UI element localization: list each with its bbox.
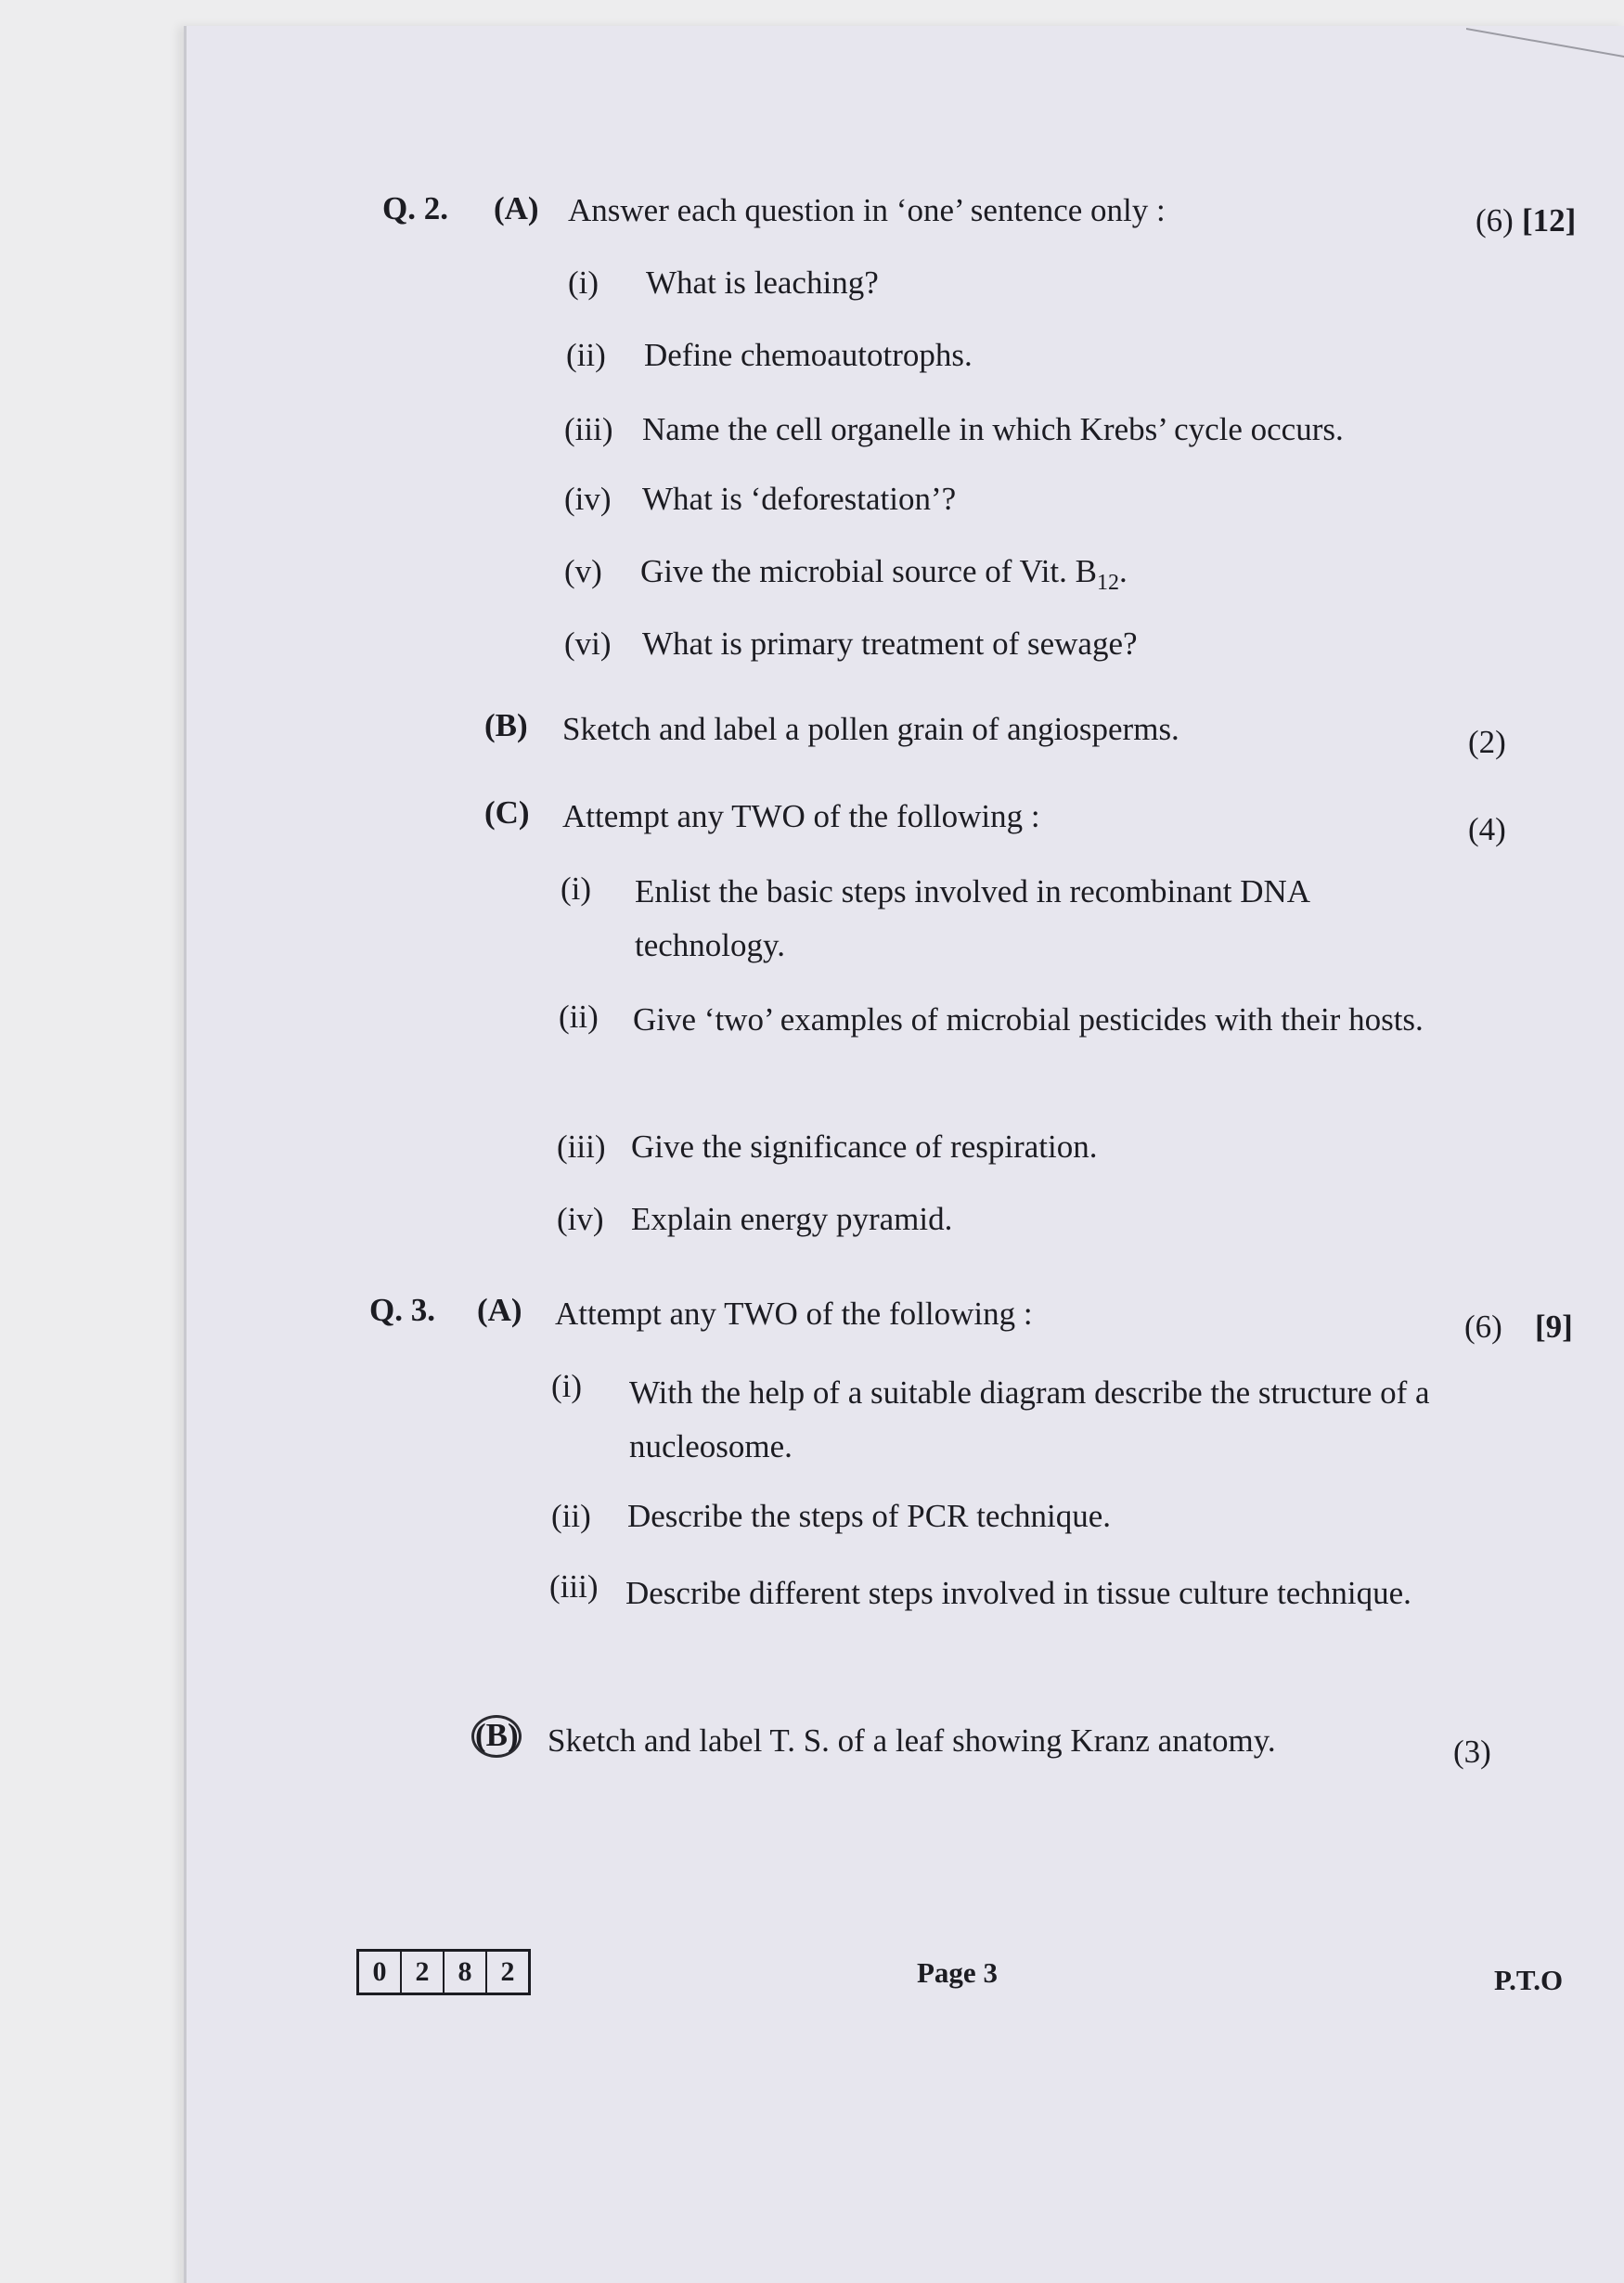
q2-c-item-num: (iii)	[557, 1129, 606, 1165]
q2-a-item-num: (v)	[564, 553, 602, 589]
q3-a-item-text: With the help of a suitable diagram describe the structure of a nucleosome.	[629, 1374, 1430, 1464]
q3-a-item-num: (ii)	[551, 1498, 591, 1534]
q3-b-text: Sketch and label T. S. of a leaf showing Kranz anatomy.	[548, 1722, 1276, 1759]
q2-a-label: (A)	[494, 190, 539, 226]
q2-a-marks: (6)	[1476, 202, 1514, 239]
q2-a-item-num: (vi)	[564, 626, 612, 662]
q2-number: Q. 2.	[382, 190, 448, 226]
q3-b-label: (B)	[475, 1717, 519, 1753]
pto-label: P.T.O	[1494, 1964, 1564, 1996]
q2-a-instruction: Answer each question in ‘one’ sentence only :	[568, 192, 1166, 228]
code-digit: 2	[500, 1956, 515, 1987]
code-digit: 8	[445, 1952, 487, 1993]
q2-a-item-text: Define chemoautotrophs.	[644, 337, 973, 373]
q2-a-item-num: (i)	[568, 264, 599, 301]
q3-a-item-num: (i)	[551, 1368, 583, 1404]
q2-c-item-text: Explain energy pyramid.	[631, 1201, 953, 1237]
q2-b-label: (B)	[484, 707, 528, 743]
code-digit: 0	[359, 1952, 402, 1993]
q3-a-marks: (6)	[1464, 1309, 1502, 1345]
q2-c-instruction: Attempt any TWO of the following :	[562, 798, 1040, 834]
paper-code-box	[356, 1949, 531, 1995]
q2-b-marks: (2)	[1468, 724, 1506, 760]
q3-total-marks: [9]	[1535, 1309, 1573, 1345]
page-number: Page 3	[917, 1956, 998, 1989]
q3-a-instruction: Attempt any TWO of the following :	[555, 1296, 1033, 1332]
q2-a-item-text-main: Give the microbial source of Vit. B	[640, 553, 1097, 589]
q2-c-item-text: Give the significance of respiration.	[631, 1129, 1098, 1165]
q2-c-item-num: (iv)	[557, 1201, 604, 1237]
q2-c-item-num: (i)	[561, 871, 592, 907]
q2-a-item-num: (iii)	[564, 411, 613, 447]
q2-c-label: (C)	[484, 794, 530, 831]
q2-a-item-text: What is leaching?	[646, 264, 879, 301]
q2-a-item-text	[640, 553, 1128, 596]
q2-b-text: Sketch and label a pollen grain of angiosperms.	[562, 711, 1179, 747]
q3-a-label: (A)	[477, 1292, 522, 1328]
q2-c-item-num: (ii)	[559, 999, 599, 1035]
q2-a-item-text: What is ‘deforestation’?	[642, 481, 957, 517]
q2-a-item-num: (iv)	[564, 481, 612, 517]
q3-a-item-text: Describe the steps of PCR technique.	[627, 1498, 1112, 1534]
vitamin-subscript: 12	[1097, 571, 1119, 595]
q2-a-item-text: What is primary treatment of sewage?	[642, 626, 1138, 662]
q2-total-marks: [12]	[1522, 202, 1577, 239]
q3-a-item-text: Describe different steps involved in tissue culture technique.	[625, 1575, 1411, 1611]
code-digit: 2	[402, 1952, 445, 1993]
q2-a-item-text: Name the cell organelle in which Krebs’ cycle occurs.	[642, 411, 1344, 447]
q2-c-marks: (4)	[1468, 811, 1506, 847]
q2-c-item-text: Enlist the basic steps involved in recombinant DNA technology.	[635, 873, 1309, 963]
q2-a-item-text-end: .	[1119, 553, 1128, 589]
q2-a-item-num: (ii)	[566, 337, 606, 373]
q3-b-marks: (3)	[1453, 1734, 1491, 1770]
q2-c-item-text: Give ‘two’ examples of microbial pesticides with their hosts.	[633, 1001, 1424, 1038]
q3-number: Q. 3.	[369, 1292, 435, 1328]
q3-a-item-num: (iii)	[549, 1568, 599, 1605]
